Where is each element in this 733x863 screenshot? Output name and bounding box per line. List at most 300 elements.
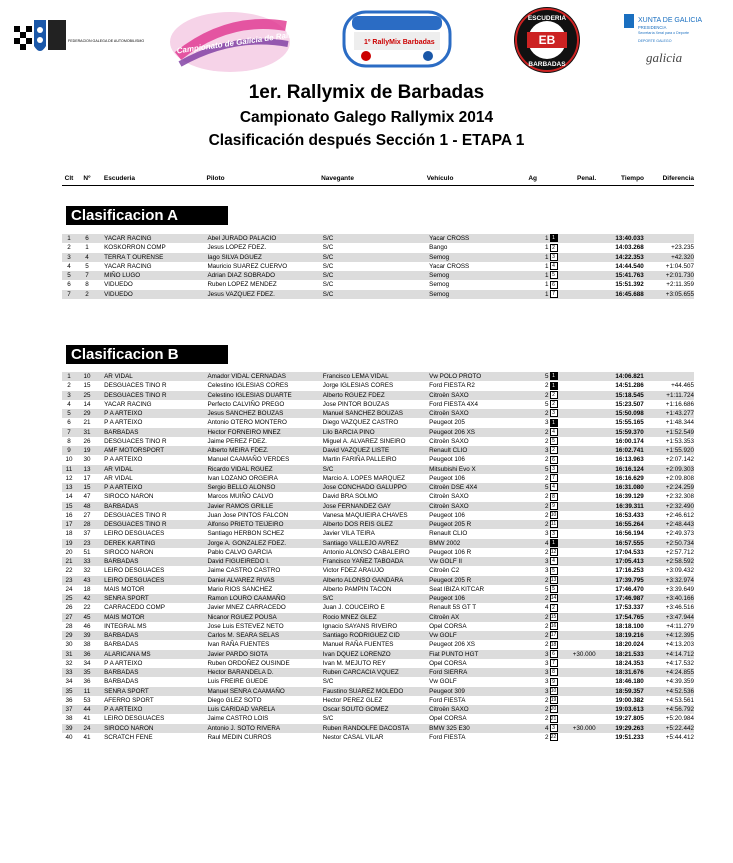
ag-group: 2 [545, 595, 549, 602]
ag-cell [527, 381, 559, 390]
difference-cell: +2:46.612 [644, 511, 694, 520]
number-cell: 28 [76, 520, 98, 529]
ag-position-badge: 1 [550, 382, 558, 390]
clt-cell: 35 [62, 687, 76, 696]
penalty-cell [560, 474, 596, 483]
ag-cell [527, 631, 559, 640]
ag-group: 4 [545, 604, 549, 612]
escuderia-cell: P A ARTEIXO [98, 705, 207, 714]
escuderia-cell: VIDUEDO [98, 280, 207, 289]
difference-cell: +3:32.974 [644, 576, 694, 585]
vehiculo-cell: Seat IBIZA KITCAR [429, 585, 527, 594]
ag-group: 2 [545, 622, 549, 630]
ag-cell [527, 253, 559, 262]
penalty-cell [560, 677, 596, 686]
number-cell: 13 [76, 465, 98, 474]
table-row [62, 483, 694, 492]
difference-cell: +5:22.442 [644, 724, 694, 733]
col-no: Nº [83, 174, 91, 182]
ag-cell [527, 705, 559, 714]
table-row [62, 262, 694, 271]
number-cell: 7 [76, 271, 98, 280]
number-cell: 17 [76, 474, 98, 483]
piloto-cell: Jesus VAZQUEZ FDEZ. [207, 290, 322, 299]
navegante-cell: Alberto PAMPIN TACON [323, 585, 429, 594]
clt-cell: 5 [62, 271, 76, 280]
difference-cell: +2:32.490 [644, 502, 694, 511]
ag-group: 5 [545, 373, 549, 380]
vehiculo-cell: Ford FIESTA [429, 733, 527, 742]
ag-position-badge: 6 [550, 456, 558, 464]
penalty-cell [560, 576, 596, 585]
col-ag: Ag [528, 174, 538, 182]
ag-group: 2 [545, 613, 549, 621]
vehiculo-cell: Vw GOLF [429, 677, 527, 686]
number-cell: 15 [76, 483, 98, 492]
ag-cell [527, 290, 559, 299]
ag-cell [527, 594, 559, 603]
navegante-cell: S/C [323, 465, 429, 474]
championship-subtitle: Campionato Galego Rallymix 2014 [239, 109, 494, 126]
table-row [62, 271, 694, 280]
navegante-cell: Antonio ALONSO CABALEIRO [323, 548, 429, 557]
ag-group: 2 [545, 521, 549, 528]
navegante-cell: Ruben RANDOLFE DACOSTA [323, 724, 429, 733]
vehiculo-cell: Citroën C2 [429, 566, 527, 575]
vehiculo-cell: Ford FIESTA R2 [429, 381, 527, 390]
table-row [62, 290, 694, 299]
escuderia-cell: SIROCO NARON [98, 492, 207, 501]
table-row [62, 465, 694, 474]
escuderia-cell: DESGUACES TINO R [98, 391, 207, 400]
ag-cell [527, 465, 559, 474]
difference-cell [644, 372, 694, 381]
navegante-cell: Oscar SOUTO GOMEZ [323, 705, 429, 714]
difference-cell: +3:05.655 [644, 290, 694, 299]
campionato-galicia-logo [168, 6, 329, 76]
ag-cell [527, 668, 559, 677]
ag-position-badge: 2 [550, 400, 558, 408]
difference-cell: +5:20.984 [644, 714, 694, 723]
time-cell: 18:59.357 [596, 687, 644, 696]
difference-cell: +2:01.730 [644, 271, 694, 280]
penalty-cell [560, 548, 596, 557]
ag-cell [527, 687, 559, 696]
table-row [62, 548, 694, 557]
difference-cell: +4:14.712 [644, 650, 694, 659]
navegante-cell: David BRA SOLMO [323, 492, 429, 501]
escuderia-cell: LEIRO DESGUACES [98, 529, 207, 538]
escuderia-cell: P A ARTEIXO [98, 483, 207, 492]
piloto-cell: Jaime CASTRO LOIS [207, 714, 322, 723]
navegante-cell: Marcio A. LOPES MARQUEZ [323, 474, 429, 483]
penalty-cell [560, 446, 596, 455]
table-row [62, 400, 694, 409]
ag-position-badge: 7 [550, 290, 558, 298]
piloto-cell: Ricardo VIDAL RGUEZ [207, 465, 322, 474]
time-cell: 17:53.337 [596, 603, 644, 612]
table-row [62, 696, 694, 705]
ag-group: 2 [545, 502, 549, 510]
difference-cell [644, 234, 694, 243]
difference-cell: +2:48.443 [644, 520, 694, 529]
ag-position-badge: 17 [550, 632, 557, 639]
escuderia-cell: SENRA SPORT [98, 594, 207, 603]
ag-position-badge: 8 [550, 668, 558, 676]
number-cell: 6 [76, 234, 98, 243]
vehiculo-cell: Peugeot 106 [429, 474, 527, 483]
navegante-cell: S/C [323, 290, 429, 299]
difference-cell: +1:48.344 [644, 418, 694, 427]
time-cell: 17:54.765 [596, 613, 644, 622]
clt-cell: 7 [62, 428, 76, 437]
piloto-cell: Ruben LOPEZ MENDEZ [207, 280, 322, 289]
time-cell: 19:51.233 [596, 733, 644, 742]
ag-cell [527, 659, 559, 668]
navegante-cell: S/C [323, 271, 429, 280]
clt-cell: 1 [62, 372, 76, 381]
time-cell: 16:02.741 [596, 446, 644, 455]
piloto-cell: Javier MNEZ CARRACEDO [207, 603, 322, 612]
ag-position-badge: 5 [550, 271, 558, 279]
clt-cell: 38 [62, 714, 76, 723]
difference-cell: +1:43.277 [644, 409, 694, 418]
vehiculo-cell: Bango [429, 243, 527, 252]
clt-cell: 19 [62, 539, 76, 548]
ag-cell [527, 428, 559, 437]
clt-cell: 14 [62, 492, 76, 501]
escuderia-cell: BARBADAS [98, 631, 207, 640]
piloto-cell: Sergio BELLO ALONSO [207, 483, 322, 492]
ag-cell [527, 511, 559, 520]
navegante-cell: Jose FERNANDEZ GAY [323, 502, 429, 511]
table-row [62, 650, 694, 659]
number-cell: 15 [76, 381, 98, 390]
navegante-cell: Faustino SUAREZ MOLEDO [323, 687, 429, 696]
difference-cell: +2:57.712 [644, 548, 694, 557]
ag-group: 3 [545, 678, 549, 686]
clt-cell: 40 [62, 733, 76, 742]
vehiculo-cell: BMW 2002 [429, 539, 527, 548]
time-cell: 17:46.987 [596, 594, 644, 603]
difference-cell: +2:49.373 [644, 529, 694, 538]
penalty-cell [560, 502, 596, 511]
clt-cell: 3 [62, 391, 76, 400]
time-cell: 18:18.100 [596, 622, 644, 631]
vehiculo-cell: Semog [429, 271, 527, 280]
penalty-cell [560, 234, 596, 243]
ag-cell [527, 234, 559, 243]
ag-position-badge: 19 [550, 697, 557, 704]
escuderia-cell: BARBADAS [98, 640, 207, 649]
ag-group: 1 [545, 272, 549, 279]
number-cell: 41 [76, 714, 98, 723]
difference-cell: +1:55.920 [644, 446, 694, 455]
table-row [62, 566, 694, 575]
navegante-cell: Ignacio SAYANS RIVEIRO [323, 622, 429, 631]
clt-cell: 31 [62, 650, 76, 659]
penalty-cell [560, 566, 596, 575]
time-cell: 16:57.555 [596, 539, 644, 548]
section-b-title: Clasificacion B [66, 345, 228, 364]
ag-position-badge: 21 [550, 715, 557, 722]
ag-cell [527, 603, 559, 612]
escuderia-cell: YACAR RACING [98, 400, 207, 409]
navegante-cell: S/C [323, 594, 429, 603]
piloto-cell: Nicanor RGUEZ POUSA [207, 613, 322, 622]
clt-cell: 9 [62, 446, 76, 455]
vehiculo-cell: Ford SIERRA [429, 668, 527, 677]
navegante-cell: S/C [323, 234, 429, 243]
piloto-cell: Mauricio SUAREZ CUERVO [207, 262, 322, 271]
number-cell: 48 [76, 502, 98, 511]
ag-group: 1 [545, 281, 549, 289]
ag-position-badge: 1 [550, 234, 558, 242]
time-cell: 17:46.470 [596, 585, 644, 594]
escuderia-cell: YACAR RACING [98, 262, 207, 271]
vehiculo-cell: Peugeot 205 [429, 418, 527, 427]
ag-position-badge: 5 [550, 567, 558, 575]
navegante-cell: Alberto ALONSO GANDARA [323, 576, 429, 585]
ag-position-badge: 9 [550, 502, 558, 510]
ag-group: 2 [545, 632, 549, 639]
vehiculo-cell: BMW 325 E30 [429, 724, 527, 733]
escuderia-cell: LEIRO DESGUACES [98, 576, 207, 585]
escuderia-cell: MAIS MOTOR [98, 585, 207, 594]
table-row [62, 714, 694, 723]
difference-cell: +1:11.724 [644, 391, 694, 400]
escuderia-cell: CARRACEDO COMP [98, 603, 207, 612]
navegante-cell: S/C [323, 280, 429, 289]
number-cell: 38 [76, 640, 98, 649]
ag-position-badge: 10 [550, 512, 557, 519]
piloto-cell: Marcos MUIÑO CALVO [207, 492, 322, 501]
ag-cell [527, 733, 559, 742]
table-row [62, 631, 694, 640]
ag-position-badge: 4 [550, 483, 558, 491]
difference-cell: +42.320 [644, 253, 694, 262]
clt-cell: 29 [62, 631, 76, 640]
piloto-cell: Ivan RAÑA FUENTES [207, 640, 322, 649]
penalty-cell [560, 603, 596, 612]
penalty-cell [560, 659, 596, 668]
ag-position-badge: 20 [550, 706, 557, 713]
time-cell: 17:16.253 [596, 566, 644, 575]
ag-cell [527, 483, 559, 492]
ag-cell [527, 585, 559, 594]
time-cell: 16:39.311 [596, 502, 644, 511]
ag-group: 2 [545, 576, 549, 584]
difference-cell: +4:13.203 [644, 640, 694, 649]
number-cell: 21 [76, 418, 98, 427]
time-cell: 15:23.507 [596, 400, 644, 409]
escuderia-cell: DESGUACES TINO R [98, 511, 207, 520]
ag-group: 3 [545, 558, 549, 565]
navegante-cell: S/C [323, 262, 429, 271]
clt-cell: 7 [62, 290, 76, 299]
ag-cell [527, 271, 559, 280]
ag-cell [527, 437, 559, 446]
ag-group: 2 [545, 391, 549, 399]
piloto-cell: Antonio OTERO MONTERO [207, 418, 322, 427]
navegante-cell: Ivan DQUEZ LORENZO [323, 650, 429, 659]
time-cell: 18:31.676 [596, 668, 644, 677]
number-cell: 36 [76, 677, 98, 686]
vehiculo-cell: Ford FIESTA 4X4 [429, 400, 527, 409]
col-penal: Penal. [577, 174, 597, 182]
difference-cell: +4:39.359 [644, 677, 694, 686]
ag-cell [527, 409, 559, 418]
table-row [62, 502, 694, 511]
penalty-cell [560, 557, 596, 566]
piloto-cell: Daniel ALVAREZ RIVAS [207, 576, 322, 585]
escuderia-cell: MAIS MOTOR [98, 613, 207, 622]
vehiculo-cell: Citroën SAXO [429, 502, 527, 511]
table-row [62, 520, 694, 529]
escuderia-cell: TERRA T OURENSE [98, 253, 207, 262]
piloto-cell: Mario RIOS SANCHEZ [207, 585, 322, 594]
ag-position-badge: 18 [550, 641, 557, 648]
ag-position-badge: 2 [550, 604, 558, 612]
vehiculo-cell: Semog [429, 280, 527, 289]
col-piloto: Piloto [206, 174, 225, 182]
clt-cell: 1 [62, 234, 76, 243]
table-row [62, 594, 694, 603]
clt-cell: 22 [62, 566, 76, 575]
time-cell: 16:00.174 [596, 437, 644, 446]
ag-group: 2 [545, 410, 549, 417]
escuderia-cell: KOSKORRON COMP [98, 243, 207, 252]
escuderia-cell: YACAR RACING [98, 234, 207, 243]
clt-cell: 2 [62, 243, 76, 252]
ag-cell [527, 502, 559, 511]
escuderia-cell: LEIRO DESGUACES [98, 566, 207, 575]
navegante-cell: Ruben CARCACIA VQUEZ [323, 668, 429, 677]
ag-cell [527, 724, 559, 733]
ag-group: 3 [545, 650, 549, 658]
table-row [62, 705, 694, 714]
campionato-galicia-logo-text: Campionato de Galicia de Rallymix 2014 [176, 25, 329, 56]
number-cell: 36 [76, 650, 98, 659]
time-cell: 15:55.165 [596, 418, 644, 427]
navegante-cell: Jorge IGLESIAS CORES [323, 381, 429, 390]
ag-position-badge: 12 [550, 549, 557, 556]
number-cell: 43 [76, 576, 98, 585]
ag-group: 2 [545, 733, 549, 741]
piloto-cell: Carlos M. SEARA SELAS [207, 631, 322, 640]
time-cell: 15:51.392 [596, 280, 644, 289]
number-cell: 29 [76, 409, 98, 418]
xunta-name-text: XUNTA DE GALICIA [638, 17, 703, 24]
col-escuderia: Escuderia [103, 174, 135, 182]
ag-cell [527, 243, 559, 252]
time-cell: 16:56.194 [596, 529, 644, 538]
difference-cell: +44.465 [644, 381, 694, 390]
vehiculo-cell: Citroën SAXO [429, 391, 527, 400]
ag-cell [527, 696, 559, 705]
ag-position-badge: 5 [550, 437, 558, 445]
table-row [62, 418, 694, 427]
piloto-cell: Jose Luis ESTEVEZ NETO [207, 622, 322, 631]
table-row [62, 381, 694, 390]
clt-cell: 10 [62, 455, 76, 464]
ag-cell [527, 372, 559, 381]
time-cell: 15:50.098 [596, 409, 644, 418]
number-cell: 42 [76, 594, 98, 603]
number-cell: 30 [76, 455, 98, 464]
navegante-cell: Manuel SANCHEZ BOUZAS [323, 409, 429, 418]
vehiculo-cell: Renault CLIO [429, 529, 527, 538]
escuderia-cell: AR VIDAL [98, 474, 207, 483]
piloto-cell: Luis CARIDAD VARELA [207, 705, 322, 714]
vehiculo-cell: Mitsubishi Evo X [429, 465, 527, 474]
piloto-cell: Diego GLEZ SOTO [207, 696, 322, 705]
escuderia-cell: SIROCO NARON [98, 548, 207, 557]
time-cell: 18:21.533 [596, 650, 644, 659]
difference-cell: +5:44.412 [644, 733, 694, 742]
ag-cell [527, 576, 559, 585]
clt-cell: 5 [62, 409, 76, 418]
number-cell: 14 [76, 400, 98, 409]
ag-group: 3 [545, 530, 549, 538]
number-cell: 23 [76, 539, 98, 548]
navegante-cell: Alberto RGUEZ FDEZ [323, 391, 429, 400]
escuderia-cell: DESGUACES TINO R [98, 437, 207, 446]
xunta-sub3-text: DEPORTE GALEGO [638, 39, 672, 43]
difference-cell: +2:07.142 [644, 455, 694, 464]
ag-group: 5 [545, 400, 549, 408]
difference-cell: +4:17.532 [644, 659, 694, 668]
difference-cell: +2:58.592 [644, 557, 694, 566]
piloto-cell: Perfecto CALVIÑO PREGO [207, 400, 322, 409]
escuderia-cell: DESGUACES TINO R [98, 381, 207, 390]
penalty-cell [560, 418, 596, 427]
piloto-cell: Alberto MEIRA FDEZ. [207, 446, 322, 455]
vehiculo-cell: Peugeot 205 R [429, 520, 527, 529]
penalty-cell [560, 539, 596, 548]
escuderia-top-text: ESCUDERIA [527, 15, 567, 22]
penalty-cell [560, 409, 596, 418]
table-row [62, 455, 694, 464]
difference-cell: +1:53.353 [644, 437, 694, 446]
penalty-cell [560, 243, 596, 252]
time-cell: 19:03.613 [596, 705, 644, 714]
vehiculo-cell: Citroën DSE 4X4 [429, 483, 527, 492]
navegante-cell: Lilo BARCIA PINO [323, 428, 429, 437]
penalty-cell: +30.000 [560, 650, 596, 659]
piloto-cell: Ivan LOZANO ORGEIRA [207, 474, 322, 483]
clt-cell: 25 [62, 594, 76, 603]
vehiculo-cell: Opel CORSA [429, 659, 527, 668]
escuderia-cell: BARBADAS [98, 502, 207, 511]
piloto-cell: Santiago HERBON SCHEZ [207, 529, 322, 538]
piloto-cell: Celestino IGLESIAS CORES [207, 381, 322, 390]
penalty-cell [560, 290, 596, 299]
ag-cell [527, 650, 559, 659]
navegante-cell: David VAZQUEZ LISTE [323, 446, 429, 455]
penalty-cell [560, 714, 596, 723]
number-cell: 33 [76, 557, 98, 566]
penalty-cell [560, 455, 596, 464]
ag-group: 3 [545, 419, 549, 427]
escuderia-cell: P A ARTEIXO [98, 418, 207, 427]
navegante-cell: S/C [323, 243, 429, 252]
table-row [62, 511, 694, 520]
piloto-cell: Antonio J. SOTO RIVERA [207, 724, 322, 733]
piloto-cell: Javier RAMOS GRILLE [207, 502, 322, 511]
piloto-cell: Ruben ORDOÑEZ OUSINDE [207, 659, 322, 668]
ag-group: 5 [545, 585, 549, 593]
